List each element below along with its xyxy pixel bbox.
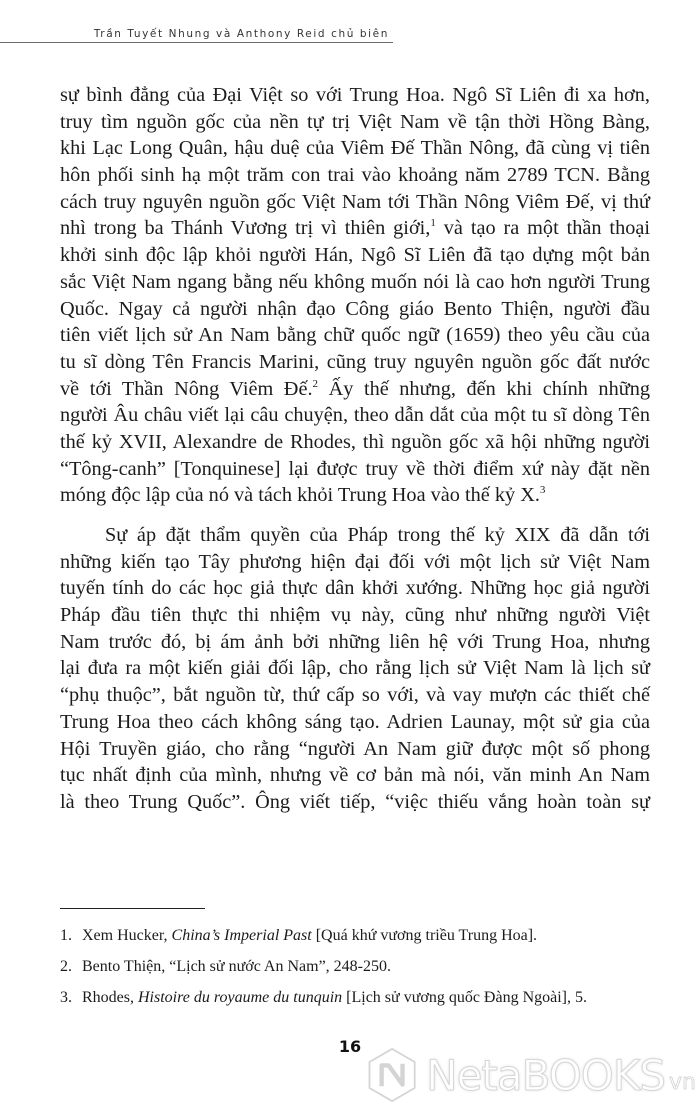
- running-header: [0, 22, 393, 43]
- text-line: Pháp đầu tiên thực thi nhiệm vụ này, cũng như những người Việt: [60, 604, 650, 627]
- text-line: [60, 482, 650, 509]
- text-line: là theo Trung Quốc”. Ông viết tiếp, “việc thiếu vắng hoàn toàn sự: [60, 790, 650, 813]
- footnote-text: [Quá khứ vương triều Trung Hoa].: [311, 927, 538, 944]
- text-segment: móng độc lập của nó và tách khỏi Trung Hoa vào thế kỷ X.: [60, 484, 540, 507]
- text-line: Hội Truyền giáo, cho rằng “người An Nam giữ được một số phong: [60, 737, 650, 760]
- footnote-3: [60, 982, 660, 1013]
- text-segment: về tới Thần Nông Viêm Đế.: [60, 377, 313, 400]
- text-line: [60, 215, 650, 242]
- text-line: những kiến tạo Tây phương hiện đại đối với một lịch sử Việt Nam: [60, 550, 650, 573]
- netabooks-logo-icon: [366, 1042, 418, 1108]
- text-line: Nam trước đó, bị ám ảnh bởi những liên hệ với Trung Hoa, nhưng: [60, 630, 650, 653]
- footnote-2: [60, 951, 660, 982]
- text-line: “Tông-canh” [Tonquinese] lại được truy về thời điểm xứ này đặt nền: [60, 457, 650, 480]
- running-header-title: Trần Tuyết Nhung và Anthony Reid chủ biên: [93, 28, 389, 40]
- text-line: tu sĩ dòng Tên Francis Marini, cũng truy nguyên nguồn gốc đất nước: [60, 350, 650, 373]
- footnote-text: Bento Thiện, “Lịch sử nước An Nam”, 248-250.: [82, 958, 392, 975]
- text-line: sắc Việt Nam ngang bằng nếu không muốn nói là cao hơn người Trung: [60, 270, 650, 293]
- footnote-ref-1[interactable]: 1: [430, 217, 436, 230]
- text-line: Quốc. Ngay cả người nhận đạo Công giáo Bento Thiện, người đầu: [60, 297, 650, 320]
- text-line: cách truy nguyên nguồn gốc Việt Nam tới Thần Nông Viêm Đế, vị thứ: [60, 190, 650, 213]
- paragraph-gap: [60, 509, 650, 522]
- text-line: hôn phối sinh hạ một trăm con trai vào khoảng năm 2789 TCN. Bằng: [60, 164, 650, 187]
- body-text: [60, 82, 650, 816]
- text-line: “phụ thuộc”, bắt nguồn từ, thứ cấp so với, và vay mượn các thiết chế: [60, 684, 650, 707]
- text-line: khi Lạc Long Quân, hậu duệ của Viêm Đế Thần Nông, đã cùng vị tiên: [60, 137, 650, 160]
- footnote-number: 1.: [60, 927, 72, 944]
- page-number: 16: [338, 1037, 362, 1056]
- watermark-suffix: vn: [669, 1069, 696, 1095]
- footnote-ref-3[interactable]: 3: [539, 484, 546, 497]
- text-line: Sự áp đặt thẩm quyền của Pháp trong thế kỷ XIX đã dẫn tới: [105, 524, 650, 546]
- text-segment: Ấy thế nhưng, đến khi chính những: [318, 377, 650, 400]
- footnote-number: 2.: [60, 958, 72, 975]
- text-line: sự bình đẳng của Đại Việt so với Trung Hoa. Ngô Sĩ Liên đi xa hơn,: [60, 84, 650, 106]
- footnote-ref-2[interactable]: 2: [312, 377, 319, 390]
- text-line: người Âu châu viết lại câu chuyện, theo dẫn dắt của một tu sĩ dòng Tên: [60, 404, 650, 427]
- footnote-text: [Lịch sử vương quốc Đàng Ngoài], 5.: [342, 989, 588, 1006]
- text-line: tục nhất định của mình, nhưng về cơ bản mà nói, văn minh An Nam: [60, 764, 650, 787]
- footnote-title: Histoire du royaume du tunquin: [138, 989, 343, 1006]
- text-line: lại đưa ra một kiến giải đối lập, cho rằng lịch sử Việt Nam là lịch sử: [60, 657, 650, 680]
- text-line: [60, 376, 650, 403]
- text-line: thế kỷ XVII, Alexandre de Rhodes, thì nguồn gốc xã hội những người: [60, 430, 650, 453]
- text-line: khởi sinh độc lập khỏi người Hán, Ngô Sĩ Liên đã tạo dựng một bản: [60, 244, 650, 267]
- text-line: truy tìm nguồn gốc của nền tự trị Việt Nam về tận thời Hồng Bàng,: [60, 110, 650, 133]
- footnote-title: China’s Imperial Past: [171, 927, 312, 944]
- footnotes: [60, 920, 660, 1013]
- text-line: tiên viết lịch sử An Nam bằng chữ quốc ngữ (1659) theo yêu cầu của: [60, 324, 650, 347]
- watermark-brand: NetaBOOKS: [426, 1050, 666, 1100]
- text-line: tuyến tính do các học giả thực dân khởi xướng. Những học giả người: [60, 577, 650, 600]
- footnote-text: Rhodes,: [82, 989, 138, 1006]
- footnote-1: [60, 920, 660, 951]
- footnote-text: Xem Hucker,: [82, 927, 172, 944]
- paragraph-2: [60, 522, 650, 816]
- text-line: Trung Hoa theo cách không sáng tạo. Adrien Launay, một sử gia của: [60, 710, 650, 733]
- footnote-number: 3.: [60, 989, 72, 1006]
- text-segment: nhì trong ba Thánh Vương trị vì thiên giới,: [60, 217, 431, 240]
- paragraph-1: [60, 82, 650, 509]
- footnote-divider: [60, 908, 205, 909]
- watermark: [366, 1040, 696, 1110]
- text-segment: và tạo ra một thần thoại: [435, 217, 650, 240]
